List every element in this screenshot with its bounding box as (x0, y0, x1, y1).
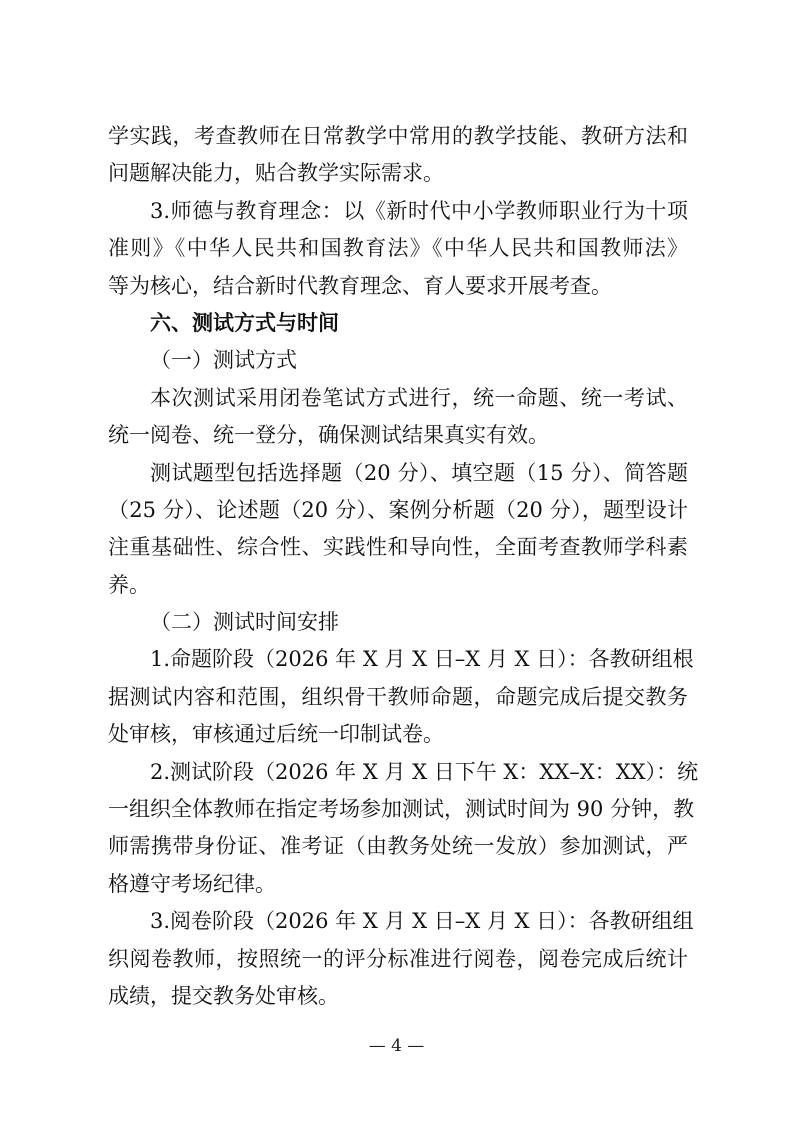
text-line: 1.命题阶段（2026 年 X 月 X 日–X 月 X 日）：各教研组根 (150, 647, 694, 672)
page-number: — 4 — (368, 1036, 425, 1056)
text-line: 2.测试阶段（2026 年 X 月 X 日下午 X：XX–X：XX）：统 (150, 759, 699, 784)
text-line: 师需携带身份证、准考证（由教务处统一发放）参加测试，严 (108, 834, 688, 859)
text-line: 格遵守考场纪律。 (108, 871, 276, 896)
text-line: 处审核，审核通过后统一印制试卷。 (108, 722, 444, 747)
text-line: 注重基础性、综合性、实践性和导向性，全面考查教师学科素 (108, 535, 688, 560)
text-line: 统一阅卷、统一登分，确保测试结果真实有效。 (108, 423, 549, 448)
text-line: 等为核心，结合新时代教育理念、育人要求开展考查。 (108, 273, 612, 298)
text-line: 问题解决能力，贴合教学实际需求。 (108, 161, 444, 186)
subsection-heading: （二）测试时间安排 (150, 610, 339, 635)
text-line: 3.师德与教育理念：以《新时代中小学教师职业行为十项 (150, 198, 688, 223)
text-line: 测试题型包括选择题（20 分）、填空题（15 分）、简答题 (150, 460, 688, 485)
text-line: 养。 (108, 572, 150, 597)
text-line: （25 分）、论述题（20 分）、案例分析题（20 分），题型设计 (108, 497, 688, 522)
text-line: 学实践，考查教师在日常教学中常用的教学技能、教研方法和 (108, 124, 688, 148)
text-line: 织阅卷教师，按照统一的评分标准进行阅卷，阅卷完成后统计 (108, 946, 688, 971)
subsection-heading: （一）测试方式 (150, 348, 297, 373)
document-body (108, 118, 699, 1015)
text-line: 3.阅卷阶段（2026 年 X 月 X 日–X 月 X 日）：各教研组组 (150, 909, 694, 934)
section-heading: 六、测试方式与时间 (150, 310, 339, 335)
text-line: 准则》《中华人民共和国教育法》《中华人民共和国教师法》 (108, 236, 688, 261)
text-line: 本次测试采用闭卷笔试方式进行，统一命题、统一考试、 (150, 385, 688, 410)
text-line: 成绩，提交教务处审核。 (108, 983, 339, 1008)
text-line: 据测试内容和范围，组织骨干教师命题，命题完成后提交教务 (108, 684, 688, 709)
text-line: 一组织全体教师在指定考场参加测试，测试时间为 90 分钟，教 (108, 797, 695, 822)
